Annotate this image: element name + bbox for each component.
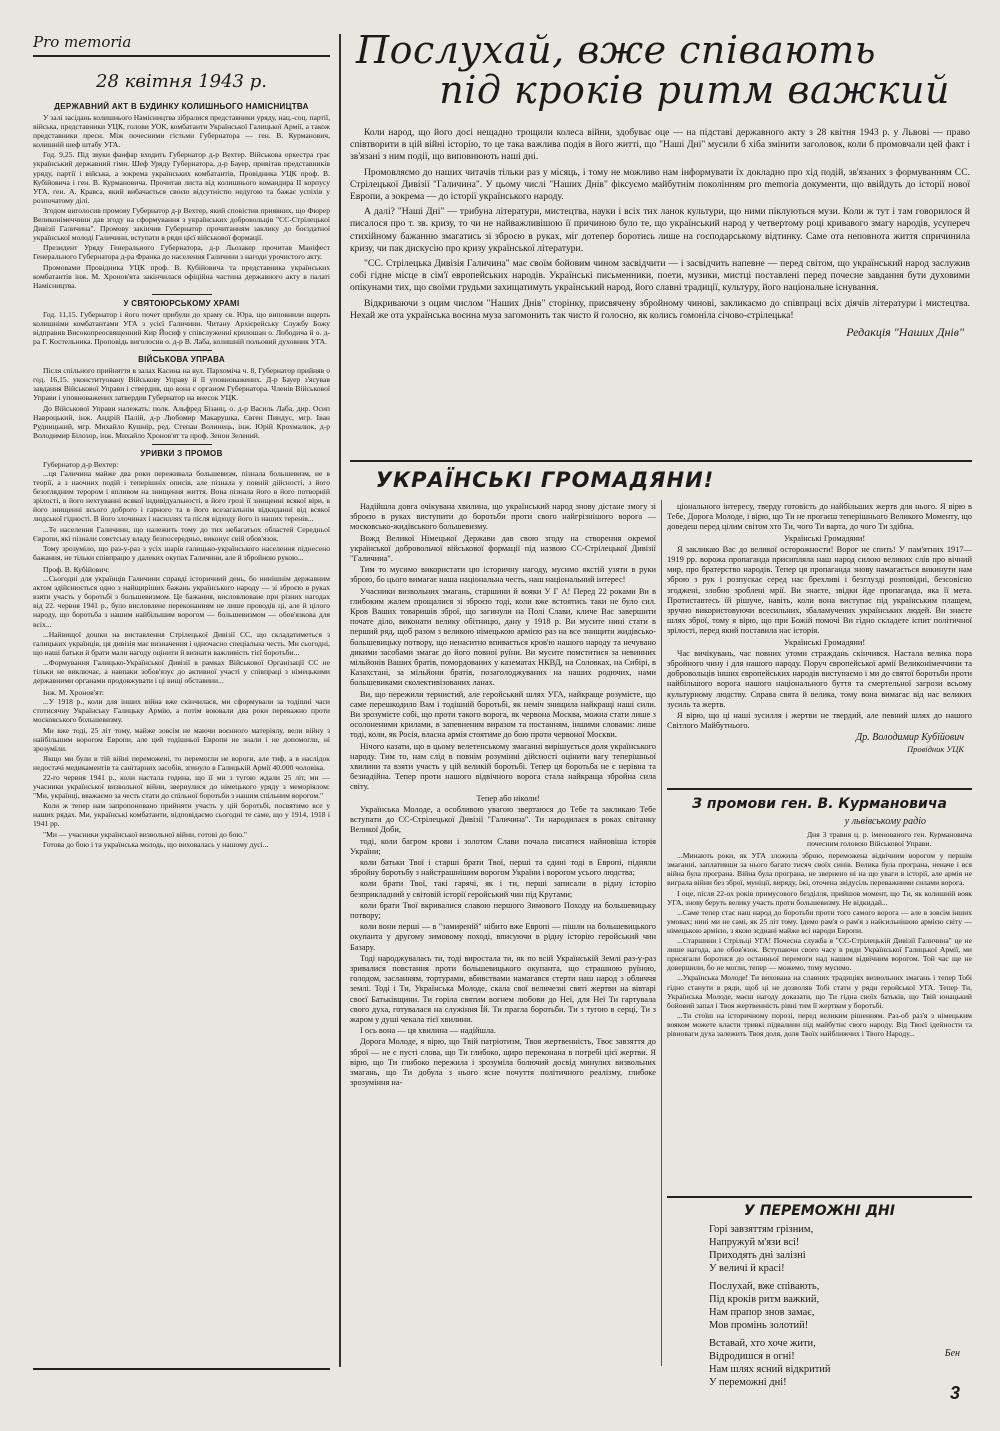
church-body: Год. 11,15. Губернатор і його почет прибули до храму св. Юра, що виповнили вщерть колишніми комбатантами УГА з усієї Галичини. Читану Архієрейську Службу Божу відправив Високопреосвященний Кир Йосиф у співслуженні крилошан о. Лободича й о. д-ра Г. Костельника. Проповідь виголосив о. д-р В. Лаба, колишній польовий духовник УГА. bbox=[33, 309, 330, 347]
headline-line-1: Послухай, вже співають bbox=[356, 28, 876, 72]
headline bbox=[350, 30, 970, 122]
citizens-col2-rule bbox=[667, 788, 972, 790]
poem-author: Бен bbox=[944, 1348, 960, 1359]
inner-column-divider bbox=[661, 500, 662, 1366]
left-column bbox=[33, 32, 330, 1367]
kurmanovych-title: З промови ген. В. Курмановича bbox=[692, 796, 947, 812]
editorial: Коли народ, що його досі нещадно трощили колеса війни, здобуває оце — на підставі державного акту з 28 квітня 1943 р. у Львові — право співтворити в цій війні історію, то це така важлива подія в його житті, що "Наші Дні" мусили б хіба змінити заголовок, коли б промовчали цей факт і зв'язані з ним події, що виповнюють наші дні. Промовляємо до наших читачів тільки раз у місяць, і тому не можливо нам інформувати їх докладно про хід подій, зв'язаних з формуванням СС. Стрілецької Дивізії "Галичина". У цьому числі "Наших Днів" фіксуємо майбутнім поколінням pro memoria документи, що ввійдуть до історії нової Европи, а зокрема — до історії українського народу. А далі? "Наші Дні" — трибуна літератури, мистецтва, науки і всіх тих ланок культури, що ними піклуються музи. Коли ж тут і там говорилося й писалося про т. зв. кризу, то чи не найважливішою її причиною було те, що український народ у четвертому році кривавого змагу народів, усупереч стихійному бажанню змагатись зі зброєю в руках, міг дотепер боротись лише на господарському відтинку. Саме ота неповнота життя спричинила кризу, чи пак дискусію про кризу української літератури. "СС. Стрілецька Дивізія Галичина" має своїм бойовим чином засвідчити — і засвідчить напевне — перед світом, що український народ заслужив собі гідне місце в сім'ї европейських народів. Українські письменники, поети, музики, мистці поставлені перед почесне завдання бути духовими опікунами тих, що своїми грудьми захищатимуть український народ, його славні традиції, культуру, його національне існування. Відкриваючи з оцим числом "Наших Днів" сторінку, присвячену збройному чинові, закликаємо до співпраці всіх діячів літератури і мистецтва. Нехай же ота українська воєнна муза загомонить так чисто й голосно, як колись гомоніла січово-стрілецька! Редакція "Наших Днів" bbox=[350, 127, 970, 340]
left-column-border-bottom bbox=[33, 1368, 330, 1370]
kubiyovych-signature: Проф. В. Кубійович: bbox=[43, 564, 110, 574]
editorial-signature: Редакція "Наших Днів" bbox=[846, 325, 964, 340]
act-body: У залі засідань колишнього Намісництва зібралися представники уряду, нац.-соц. партії, війська, представники УЦК, голови УОК, комбатанти Української Галицької Армії, а також представники преси. Між почесними гістьми Губернатора — ген. В. Курманович, колишній шеф штабу УГА. Год. 9,25. Під звуки фанфар входить Губернатор д-р Вехтер. Військова оркестра грає український державний гімн. Шеф Уряду Губернатора, д-р Бауер, привітав представників уряду, партії і війська, а зокрема українських комбатантів, Провідника УЦК проф. В. Кубійовича і ген. В. Курмановича. Прочитав листа від колишнього командира II корпусу УГА, ген. А. Кравса, який вибачається своєю відсутністю недугою та бажає успіхів у розпочатому ділі. Згодом виголосив промову Губернатор д-р Вехтер, який сповістив приявних, що Фюрер Великонімеччини дав згоду на сформування з українських добровольців "СС-Стрілецької Дивізії Галичина". Промову закінчив Губернатор прочитанням закликy до боєздатної української молоді Галичини, вступати в ряди цієї військової формації. Президент Уряду Генерального Губернатора, д-р Льозакер прочитав Маніфест Генерального Губернатора д-ра Франка до населення Галичини з нагоди урочистого акту. Промовами Провідника УЦК проф. В. Кубійовича та представника українських комбатантів інж. М. Хронов'ята закінчилася офіційна частина державного акту в палаті Намісництва. bbox=[33, 113, 330, 290]
poem-stanza: Горі завзяттям грізним, Напружуй м'язи всі! Приходять дні залізні У величі й красі! bbox=[709, 1224, 814, 1274]
poem-stanza: Вставай, хто хоче жити, Відродишся в огні! Нам шлях ясний відкритий У переможні дні! bbox=[709, 1338, 831, 1388]
editorial-rule bbox=[350, 460, 972, 462]
headline-line-2: під кроків ритм важкий bbox=[439, 68, 950, 112]
kurmanovych-body: ...Минають роки, як УГА зложила зброю, переможена відвічним ворогом у першім змаганні, заплативши за нього багато тисяч своїх синів. Велика була програна, неначе і вся війна була програна. Війна була програна, не звернено ні на що уваги в історії, але армія не виграла війни без зброї, муніції, виряду, їжі, оточена звідусіль переважними силами ворога. І оце, після 22-ох років примусового безділля, прийшов момент, що Ти, як колишній вояк УГА, знову беруть велику участь проти большевизму. Не відкидай... ...Саме тепер стає наш народ до боротьби проти того самого ворога — але в зовсім інших умовах; нині ми не самі, як 25 літ тому. Ідемо рам'я о рам'я з найсильнішою армією світу — німецькою армією, з якою зєднані майже всі народи Европи. ...Старшини і Стрільці УГА! Почесна служба в "СС-Стрілецькій Дивізії Галичина" це не лише нагода, але обов'язок. Вступаючи свого часу в ряди Української Галицької Армії, ми присягали боротися до останньої перемоги над нашим відвічним ворогом. Той час ще не довершили, бо не могли, тепер — можемо, тому мусимо. ...Українська Молоде! Ти вихована на славних традиціях визвольних змагань і тепер Тобі гідно станути в ряди, щоб ці не дозволяв Тобі стати у ряди геройської УГА. Тепер Ти, Українська Молоде, маєш нагоду доказати, що Ти гідна своїх батьків, що Твій юнацький бойовий запал і Твоя жертвенність рівні тим її жертвам у боротьбі. ...Ти стоїш на історичному порозі, перед великим рішенням. Раз-об раз'я з німецьким вояком можете класти тривкі підвалини під майбутнє свого народу. Від Твоєї ідейности та рівноваги духа залежить Твоя доля, доля Твоїх найближчих і Твого Народу... bbox=[667, 851, 972, 1038]
poem-stanza: Послухай, вже співають, Під кроків ритм важкий, Нам прапор знов замає, Мов промінь золотий! bbox=[709, 1281, 820, 1331]
page-number: 3 bbox=[950, 1383, 961, 1403]
poem-body bbox=[709, 1223, 972, 1389]
kurmanovych-section bbox=[667, 796, 972, 1191]
kubiyovych-section: Проф. В. Кубійович: ...Сьогодні для українців Галичини справді історичний день, бо нинішнім державним актом здійснюється одно з найщиріших бажань українського народу — зі зброєю в руках взяти участь у боротьбі з большевизмом. Це бажання, висловлюване при різних нагодах від 22. червня 1941 р., було висловлене переконанням не лише проводів ці, але й цілого народу, що боротьба з нашим найбільшим ворогом — большевизмом — обов'язкова для всіх... ...Найвищої дошки на виставлення Стрілецької Дивізії СС, що складатиметься з галицьких українців, ця дивізія має визначення і одночасно спеціальна честь. Ми сьогодні, що наші батьки й брати мали нагоду оцінити й визнати важливість тієї боротьби... ...Формування Галицько-Української Дивізії в рамках Військової Організації СС не тільки не виключає, а навпаки зобов'язує до активної участі у співпраці з німецькими державними органами продовжувати і ці вищі обставини... bbox=[33, 564, 330, 686]
wachter-section: Губернатор д-р Вехтер: ...ця Галичина майже два роки переживала большевизм, пізнала большевизм, не в теорії, а з наочних подій і теперішніх описів, але пізнала у повній дійсності, з його безоглядним терором і впливом на знищення життя. Вона пізнала його в його потворній зрілості, в його нехтуванні всякої індивідуальності, в його грозі її знищенні всякої віри, в його знищенні всього доброго і гарного та в його всезагальнім відкиданні від всякої людської гідності. В його злочинах і насиллях та після відходу його із наших теренів... ...Те населення Галичини, що належить тому до тих небагатьох областей Середньої Європи, які пізнали совєтську владу безпосередньо, виконує свій обов'язок. Тому зрозуміло, що раз-у-раз з усіх шарів галицько-українського населення піднесено бажання, не тільки співпрацю у далеких окупах Галичини, але й збройною рукою... bbox=[33, 459, 330, 562]
excerpts-title: УРИВКИ З ПРОМОВ bbox=[140, 448, 223, 458]
khronovyat-section: Інж. М. Хронов'ят: ...У 1918 р., коли для інших війна вже скінчилася, ми сформували за тодішні часи стотисячну Українську Галицьку Армію, а потім воювали два роки переважно проти московського большевизму. Ми вже тоді, 25 літ тому, майже зовсім не маючи воєнного матеріялу, вели війну з найбільшим ворогом Европи, але цей тодішньої Европи не знали і не допомогли, ні зрозуміли. Якщо ми були в тій війні переможені, то перемогли не вороги, але тиф, а в наслідок недостачі медикаментів та санітарних засобів, згинуло в Галицькій Армії 40.000 чоловіка. 22-го червня 1941 р., коли настала година, що її ми з тугою ждали 25 літ, ми — учасники української визвольної війни, звернулися до німецького уряду з меморіялом: "Ми, українці, вважаємо за честь стати до спільної боротьби з нашим спільним ворогом." Коли ж тепер нам запропоновано прийняти участь у цій боротьбі, посвятимо все у наших рядах. Ми, українські комбатанти, відповідаємо сьогодні те саме, що у 1914, 1918 і 1941 рр. "Ми — учасники української визвольної війни, готові до бою." Готова до бою і та українська молодь, що виховалась у нашому дусі... bbox=[33, 688, 330, 849]
kurmanovych-rule bbox=[667, 1196, 972, 1198]
kurmanovych-intro: Дня 3 травня ц. р. іменованого ген. Курмановича почесним головою Військової Управи. bbox=[807, 830, 972, 849]
citizens-title: УКРАЇНСЬКІ ГРОМАДЯНИ! bbox=[375, 468, 715, 492]
citizens-signature-role: Провідник УЦК bbox=[906, 744, 964, 755]
date-heading: 28 квітня 1943 р. bbox=[96, 71, 267, 92]
church-title: У СВЯТОЮРСЬКОМУ ХРАМІ bbox=[123, 298, 240, 308]
column-divider bbox=[339, 34, 341, 1367]
khronovyat-signature: Інж. М. Хронов'ят: bbox=[43, 688, 104, 698]
citizens-signature: Др. Володимир Кубійович bbox=[855, 732, 964, 744]
pro-memoria-label: Pro memoria bbox=[33, 33, 132, 51]
citizens-col-1: Надійшла довга очікувана хвилина, що український народ знову дістане змогу зі зброєю в руках виступити до боротьби проти свого найгрізнішого ворога — московсько-жидівського большевизму. Вожд Великої Німецької Держави дав свою згоду на створення окремої української добровольчої військової формації під назвою СС-Стрілецької Дивізії "Галичина". Тим то мусимо використати цю історичну нагоду, мусимо якстій узяти в руки зброю, бо цього вимагає наша національна честь, наш національний інтерес! Учасники визвольних змагань, старшини й вояки У Г А! Перед 22 роками Ви в глибоким жалем прощалися зі зброєю тоді, коли вже встоятись таки не було сил. Кров Ваших товаришів зброї, що загинули на Полі Слави, кличе Вас завершити почате діло, виконати велику обітницю, дану у 1918 р. Ви мусите нині стати в перший ряд, щоб разом з великою німецькою армією раз на все знищити жидівсько-большевицьку потвору, що ненаситно впивається кров'ю нашого народу та нечувано дикими засобами змагає до його повної руїни. Ви мусите помститися за невинних мільйонів Ваших братів, помордованих у казематах НКВД, на Соловках, на Сибірі, в Казахстані, за мільйони братів, позаголоджуваних на наших родючих, нами большевиками сколективізованих ланах. Ви, що пережили тернистий, але геройський шлях УГА, найкраще розумієте, що саме перешкодило Вам і тодішній боротьбі, як неміч знищила найкращі наші сили. Ви зрозумієте собі, що проти такого ворога, як червона Москва, можна стати лише з осолоненими крилами, в запевненим виразом та постанням, іншими словами: лише тоді, коли, як Росія, власна армія стоятиме до бою проти червоної Москви. Нічого казати, що в цьому велетенському змаганні вирішується доля українського народу. Тим то, нам слід в повнім розумінні дійсності оцінити вагу теперішньої хвилини та взяти участь у цій великій боротьбі. Тепер ця боротьба не є нерівна та безнадійна. Тепер проти нашого відвічного ворога стала найкраща збройна сила світу. Тепер або ніколи! Українська Молоде, а особливою увагою звертаюся до Тебе та закликаю Тебе вступати до СС-Стрілецької Дивізії "Галичина". Ти народилася в роках світанку Великої Доби, тоді, коли багром крови і золотом Слави почала писатися найновіша історія України; коли батьки Твої і старші брати Твої, перші та єдині тоді в Европі, підняли збройну боротьбу з найстрашнішим ворогом України і ворогом усього людства; коли брати Твої, такі гарячі, як і ти, перші записали в рідну історію безприкладний у світовій історії геройський чин під Крутами; коли брати Твої вкривалися славою першого Зимового Походу на большевицьку потвору; коли вони перші — в "замиреній" нібито вже Европі — пішли на большевицького окупанта у другому зимовому поході, вписуючи в рідну історію геройський чин Базару. Тоді народжувалась ти, тоді виростала ти, як по всій Українській Землі раз-у-раз зривалися повстання проти большевицького окупанта, що страшною руїною, голодом, засланням, тортурами, вбивствами намагався стерти наш народ з обличчя землі. Тоді і Ти, Українська Молоде, скала свої величезні святі жертви на вівтарі своєї Батьківщини. Ти горіла святим вогнем любови до Неї, для Неї Ти гартувала свого духа, готувалася на служіння Їй. Ти прагла боротьби. Ти з тугою в серці, Ти з жаром у душі чекала тієї хвилини. І ось вона — ця хвилина — надійшла. Дорога Молоде, я вірю, що Твій патріотизм, Твоя жертвенність, Твоє завзяття до зброї — не є пусті слова, що Ти глибоко, щиро переконана в потребі цієї жертви. Я вірю, що Ти глибоко пережила і зрозуміла болючий досвід минулих визвольних змагань, що Ти добула з нього ясне почуття політичного реалізму, глибоке зрозуміння на- bbox=[350, 502, 656, 1088]
poem-title: У ПЕРЕМОЖНІ ДНІ bbox=[744, 1203, 895, 1219]
act-title: ДЕРЖАВНИЙ АКТ В БУДИНКУ КОЛИШНЬОГО НАМІСНИЦТВА bbox=[54, 102, 309, 111]
poem bbox=[667, 1203, 972, 1388]
board-title: ВІЙСЬКОВА УПРАВА bbox=[138, 355, 225, 365]
citizens-col-2: ціонального інтересу, тверду готовість до найбільших жертв для нього. Я вірю в Тебе, Дорога Молоде, і вірю, що Ти не прогаєш теперішнього Великого Моменту, що доведеш перед цілим світом хто Ти, чого Ти варта, до чого Ти здібна. Українські Громадяни! Я закликаю Вас до великої осторожности! Ворог не спить! У пам'ятних 1917—1919 рр. ворожа пропаганда присипляла наш народ силою великих слів про вічний мир, про братерство народів. Тепер ця пропаганда знову намагається викинути нам зброю з рук і розпускає серед нас брехливі і безглузді розповідні, безсовісно згоджені, злобно зроблені мрії. Ви знаєте, звідки йде пропаганда, яка її мета. Протиставтесь їй рішуче, навіть, коли вона виступає під українським плащем, зручно використовуючи всесильних, збаламучених українських людей. Ви знаєте шлях зброї, тому я вірю, що при Божій помочі Ви гідно складете іспит політичної зрілості, перед який поставила нас історія. Українські Громадяни! Час вичікувань, час повних утоми страждань скінчився. Настала велика пора збройного чину і для нашого народу. Поруч європейської армії Великонімеччини та добровольців інших європейських народів виступаємо і ми до святої боротьби проти найбільшого ворога нашого національного буття та смертельної загрози всьому культурному людству. Справа свята й велика, тому вона вимагає від нас великих зусиль та жертв. Я вірю, що ці наші зусилля і жертви не твердий, але певний шлях до нашого Світлого Майбутнього. Др. Володимир Кубійович Провідник УЦК bbox=[667, 502, 972, 755]
kurmanovych-subtitle: у львівському радіо bbox=[844, 816, 926, 827]
board-body: Після спільного прийняття в залах Касина на вул. Пархоміча ч. 8, Губернатор прийняв о год. 16,15. уконституовану Військову Управу й її уповноважених. Д-р Бауер з'ясував завдання Військової Управи і ствердив, що вона є органом Губернатора. Членів Військової Управи і уповноважених затвердив Губернатор на внесок УЦК. До Військової Управи належать: полк. Альфред Бізанц, о. д-р Василь Лаба, дир. Осип Навроцький, інж. Андрій Палій, д-р Любомир Макарушка, Євген Пиндус, мгр. Іван Рудницький, мгр. Михайло Кушнір, ред. Степан Волинець, інж. Юрій Крохмалюк, д-р Володимир Білозор, інж. Михайло Хронов'ят та проф. Зенон Зелений. bbox=[33, 366, 330, 440]
wachter-signature: Губернатор д-р Вехтер: bbox=[43, 459, 119, 469]
